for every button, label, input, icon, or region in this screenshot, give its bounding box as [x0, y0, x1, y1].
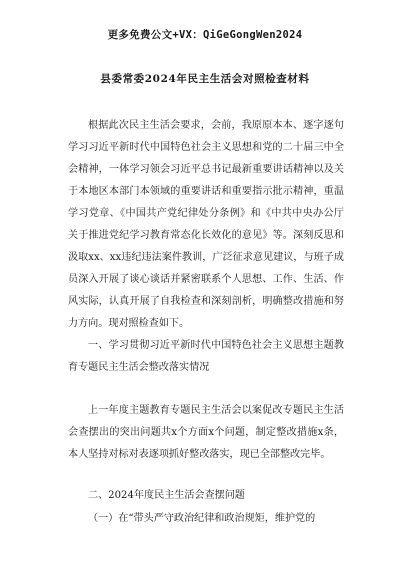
intro-paragraph-block — [68, 115, 344, 335]
section-one-body: 上一年度主题教育专题民主生活会以案促改专题民主生活会查摆出的突出问题共x个方面x个问题，制定整改措施x条，本人坚持对标对表逐项抓好整改落实，现已全部整改完毕。 — [68, 405, 344, 460]
section-one-body-block — [68, 400, 344, 466]
section-two-heading-block — [68, 485, 344, 507]
subsection-one-block — [68, 508, 344, 530]
section-two-heading: 二、2024年度民主生活会查摆问题 — [88, 490, 245, 501]
document-title: 县委常委2024年民主生活会对照检查材料 — [100, 73, 310, 85]
section-one-heading-block — [68, 335, 344, 379]
subsection-one-heading: （一）在“带头严守政治纪律和政治规矩，维护党的 — [88, 513, 316, 524]
intro-paragraph: 根据此次民主生活会要求，会前，我原原本本、逐字逐句学习习近平新时代中国特色社会主义思想和党的二十届三中全会精神，一体学习领会习近平总书记最新重要讲话精神以及关于本地区本部门本领域的重要讲话和重要指示批示精神，重温学习党章、《中国共产党纪律处分条例》和《中共中央办公厅关于推进党纪学习教育常态化长效化的意见》等。深刻反思和汲取xx、xx违纪违法案件教训，广泛征求意见建议，与班子成员深入开展了谈心谈话并紧密联系个人思想、工作、生活、作风实际，认真开展了自我检查和深刻剖析，明确整改措施和努力方向。现对照检查如下。 — [68, 120, 344, 329]
section-one-heading: 一、学习贯彻习近平新时代中国特色社会主义思想主题教育专题民主生活会整改落实情况 — [68, 340, 344, 373]
promo-header: 更多免费公文+VX：QiGeGongWen2024 — [107, 29, 303, 41]
